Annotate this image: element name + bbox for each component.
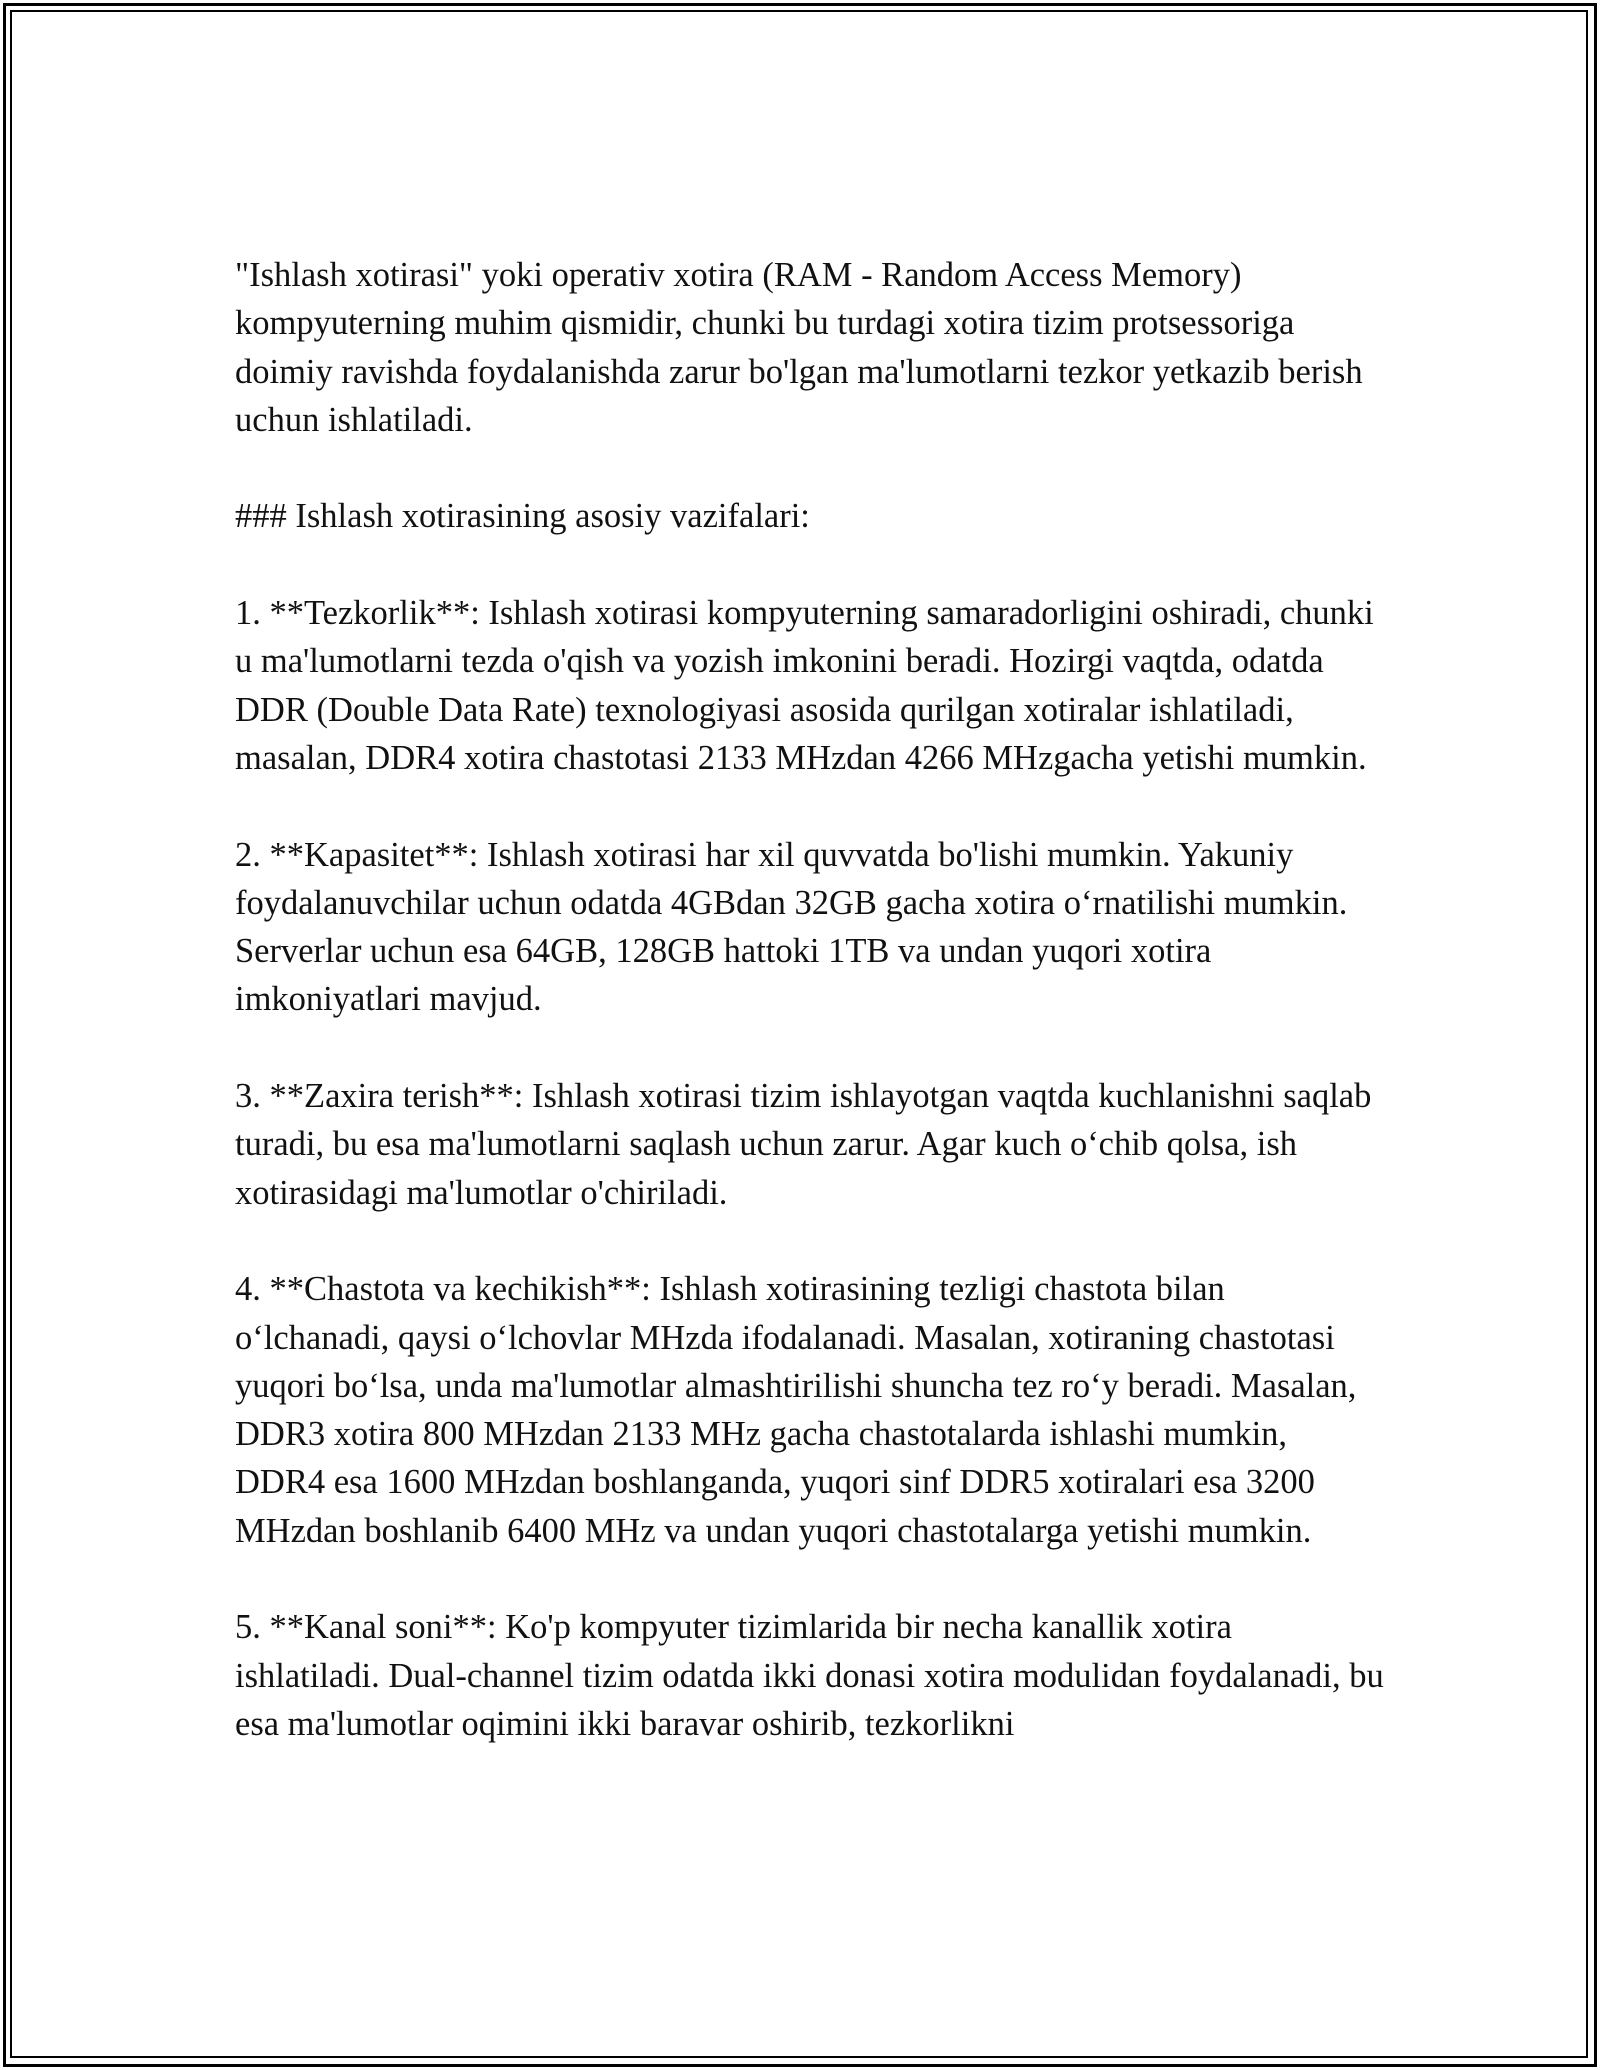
intro-paragraph: "Ishlash xotirasi" yoki operativ xotira (RAM - Random Access Memory) kompyuterning muhim qismidir, chunki bu turdagi xotira tizim protsessoriga doimiy ravishda foydalanishda zarur bo'lgan ma'lumotlarni tezkor yetkazib berish uchun ishlatiladi. (235, 256, 1372, 439)
list-item-kapasitet: 2. **Kapasitet**: Ishlash xotirasi har xil quvvatda bo'lishi mumkin. Yakuniy foydalanuvchilar uchun odatda 4GBdan 32GB gacha xotira oʻrnatilishi mumkin. Serverlar uchun esa 64GB, 128GB hattoki 1TB va undan yuqori xotira imkoniyatlari mavjud. (235, 835, 1356, 1019)
list-item-chastota-kechikish: 4. **Chastota va kechikish**: Ishlash xotirasining tezligi chastota bilan oʻlchanadi, qaysi oʻlchovlar MHzda ifodalanadi. Masalan, xotiraning chastotasi yuqori boʻlsa, unda ma'lumotlar almashtirilishi shuncha tez roʻy beradi. Masalan, DDR3 xotira 800 MHzdan 2133 MHz gacha chastotalarda ishlashi mumkin, DDR4 esa 1600 MHzdan boshlanganda, yuqori sinf DDR5 xotiralari esa 3200 MHzdan boshlanib 6400 MHz va undan yuqori chastotalarga yetishi mumkin. (235, 1270, 1366, 1550)
document-body (235, 251, 1393, 1748)
section-heading: ### Ishlash xotirasining asosiy vazifalari: (235, 497, 810, 536)
list-item-kanal-soni: 5. **Kanal soni**: Ko'p kompyuter tizimlarida bir necha kanallik xotira ishlatiladi. Dual-channel tizim odatda ikki donasi xotira modulidan foydalanadi, bu esa ma'lumotlar oqimini ikki baravar oshirib, tezkorlikni (235, 1608, 1393, 1743)
list-item-zaxira-terish: 3. **Zaxira terish**: Ishlash xotirasi tizim ishlayotgan vaqtda kuchlanishni saqlab turadi, bu esa ma'lumotlarni saqlash uchun zarur. Agar kuch oʻchib qolsa, ish xotirasidagi ma'lumotlar o'chiriladi. (235, 1077, 1380, 1212)
list-item-tezkorlik: 1. **Tezkorlik**: Ishlash xotirasi kompyuterning samaradorligini oshiradi, chunki u ma'lumotlarni tezda o'qish va yozish imkonini beradi. Hozirgi vaqtda, odatda DDR (Double Data Rate) texnologiyasi asosida qurilgan xotiralar ishlatiladi, masalan, DDR4 xotira chastotasi 2133 MHzdan 4266 MHzgacha yetishi mumkin. (235, 594, 1383, 777)
